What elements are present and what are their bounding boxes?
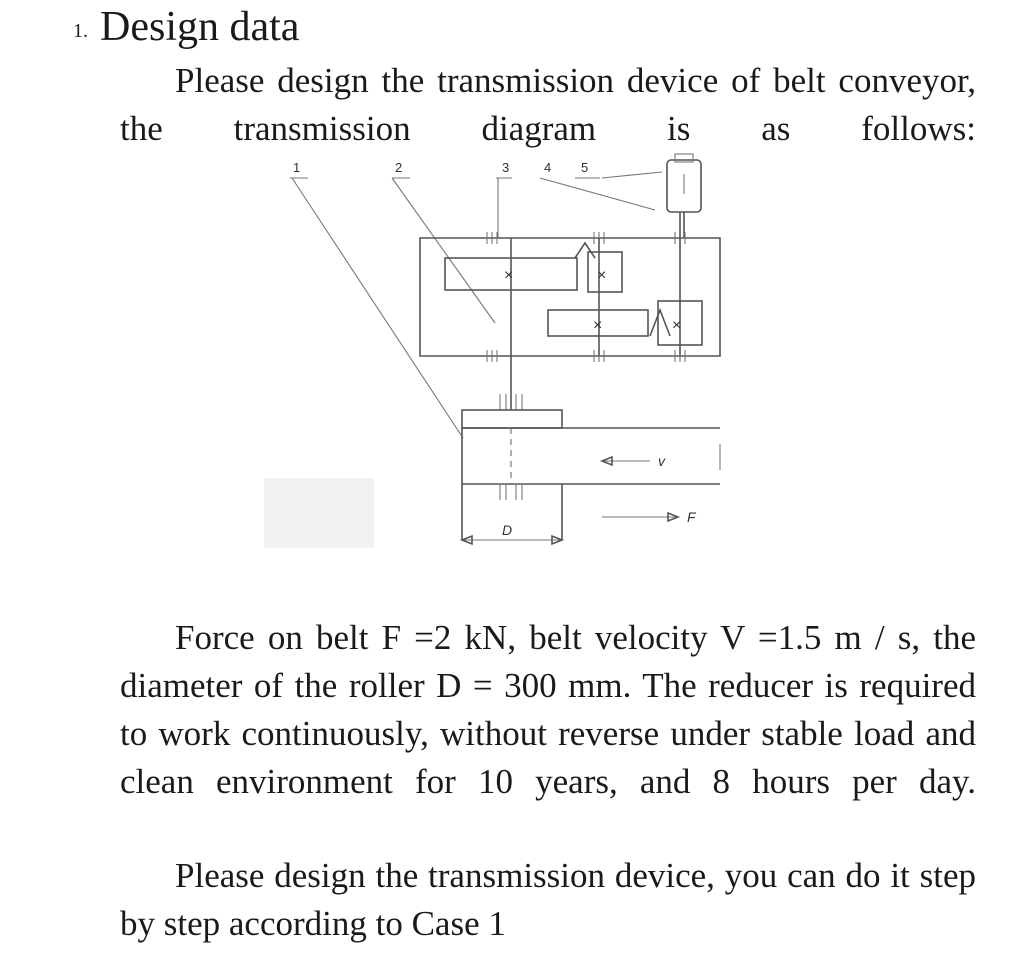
gear-cross-1: × bbox=[504, 267, 514, 284]
part-label-3: 3 bbox=[502, 160, 510, 175]
section-number: 1. bbox=[73, 20, 88, 42]
part-label-1: 1 bbox=[293, 160, 301, 175]
transmission-diagram bbox=[250, 148, 770, 558]
gear-cross-2: × bbox=[597, 267, 607, 284]
intro-paragraph: Please design the transmission device of belt conveyor, the transmission diagram is as follows: bbox=[120, 61, 976, 148]
part-label-2: 2 bbox=[395, 160, 403, 175]
velocity-label: v bbox=[658, 453, 665, 469]
section-title: Design data bbox=[100, 4, 300, 50]
specs-paragraph: Force on belt F =2 kN, belt velocity V =1.5 m / s, the diameter of the roller D = 300 mm. The reducer is required to work continuously, without reverse under stable load and clean environment for 10 years, and 8 hours per day. bbox=[120, 618, 976, 801]
instruction-paragraph: Please design the transmission device, you can do it step by step according to Case 1 bbox=[120, 856, 976, 943]
gear-cross-3: × bbox=[593, 317, 603, 334]
diameter-label: D bbox=[502, 522, 513, 538]
gear-cross-4: × bbox=[672, 317, 682, 334]
part-label-4: 4 bbox=[544, 160, 552, 175]
part-label-5: 5 bbox=[581, 160, 589, 175]
force-label: F bbox=[687, 509, 696, 525]
